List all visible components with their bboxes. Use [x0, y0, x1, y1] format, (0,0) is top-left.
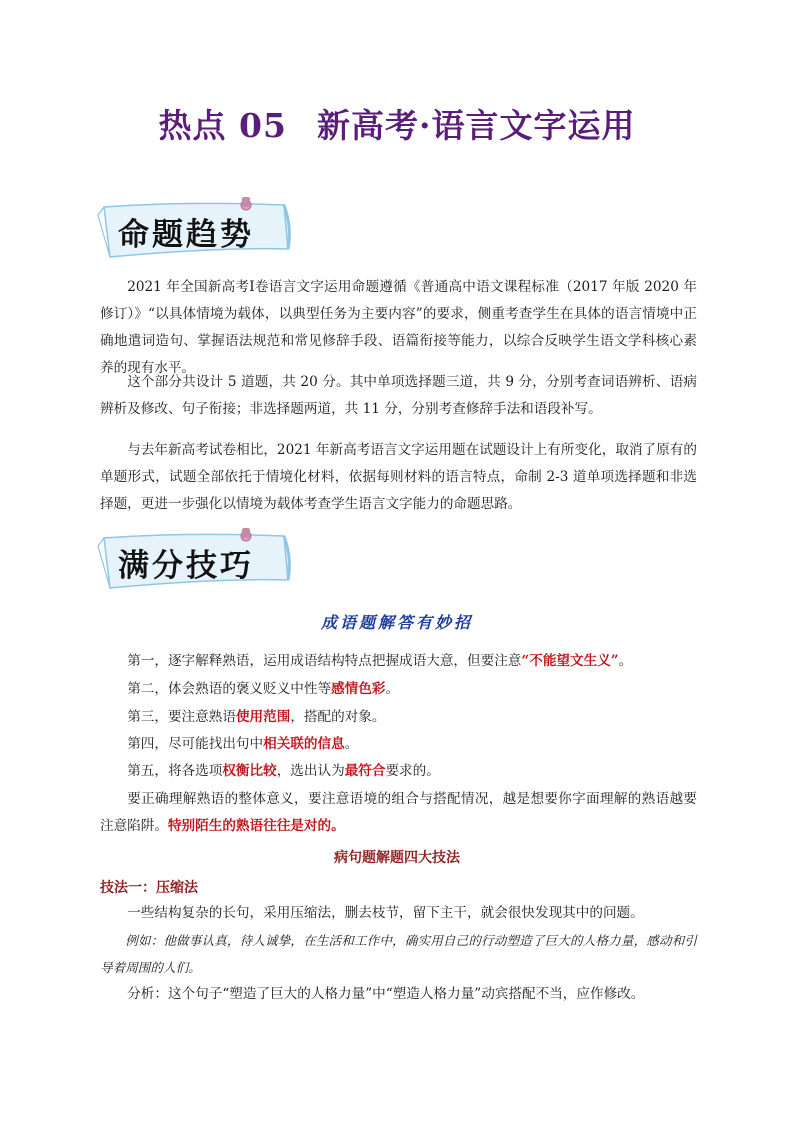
trend-paragraph-2: 这个部分共设计 5 道题，共 20 分。其中单项选择题三道，共 9 分，分别考查词语辨析、语病辨析及修改、句子衔接；非选择题两道，共 11 分，分别考查修辞手法和语段补写。	[100, 374, 697, 417]
idiom-tip-5: 第五，将各选项权衡比较，选出认为最符合要求的。	[127, 763, 440, 779]
skills-heading: 满分技巧	[118, 548, 254, 584]
title-main: 新高考·语言文字运用	[316, 106, 636, 145]
title-number: 热点 05	[158, 106, 287, 145]
technique-1-example: 例如：他做事认真，待人诚挚，在生活和工作中，确实用自己的行动塑造了巨大的人格力量，感动和引导着周围的人们。	[100, 933, 697, 975]
idiom-tip-3: 第三，要注意熟语使用范围，搭配的对象。	[127, 709, 386, 725]
idiom-tip-4: 第四，尽可能找出句中相关联的信息。	[127, 736, 359, 752]
idiom-tip-2: 第二，体会熟语的褒义贬义中性等感情色彩。	[127, 681, 400, 697]
skills-banner	[96, 528, 296, 598]
technique-1-analysis: 分析：这个句子“塑造了巨大的人格力量”中“塑造人格力量”动宾搭配不当，应作修改。	[127, 986, 645, 1002]
trend-paragraph-3: 与去年新高考试卷相比，2021 年新高考语言文字运用题在试题设计上有所变化，取消了原有的单题形式，试题全部依托于情境化材料，依据每则材料的语言特点，命制 2-3 道单项选择题和非选择题，更进一步强化以情境为载体考查学生语言文字能力的命题思路。	[100, 442, 697, 512]
trend-paragraph-1: 2021 年全国新高考Ⅰ卷语言文字运用命题遵循《普通高中语文课程标准（2017 年版 2020 年修订）》“以具体情境为载体，以典型任务为主要内容”的要求，侧重考查学生在具体的语言情境中正确地遣词造句、掌握语法规范和常见修辞手段、语篇衔接等能力，以综合反映学生语文学科核心素养的现有水平。	[100, 279, 697, 376]
trend-heading: 命题趋势	[118, 217, 254, 253]
trend-banner	[96, 197, 296, 267]
idiom-tip-1: 第一，逐字解释熟语，运用成语结构特点把握成语大意，但要注意“不能望文生义”。	[127, 653, 633, 669]
idiom-summary: 要正确理解熟语的整体意义，要注意语境的组合与搭配情况，越是想要你字面理解的熟语越要注意陷阱。特别陌生的熟语往往是对的。	[100, 791, 697, 834]
page-title	[0, 100, 794, 147]
technique-1-text: 一些结构复杂的长句，采用压缩法，删去枝节，留下主干，就会很快发现其中的问题。	[127, 905, 644, 921]
sick-sentence-subtitle: 病句题解题四大技法	[334, 850, 460, 866]
idiom-subtitle: 成语题解答有妙招	[320, 613, 473, 632]
technique-1-heading: 技法一：压缩法	[100, 880, 198, 896]
